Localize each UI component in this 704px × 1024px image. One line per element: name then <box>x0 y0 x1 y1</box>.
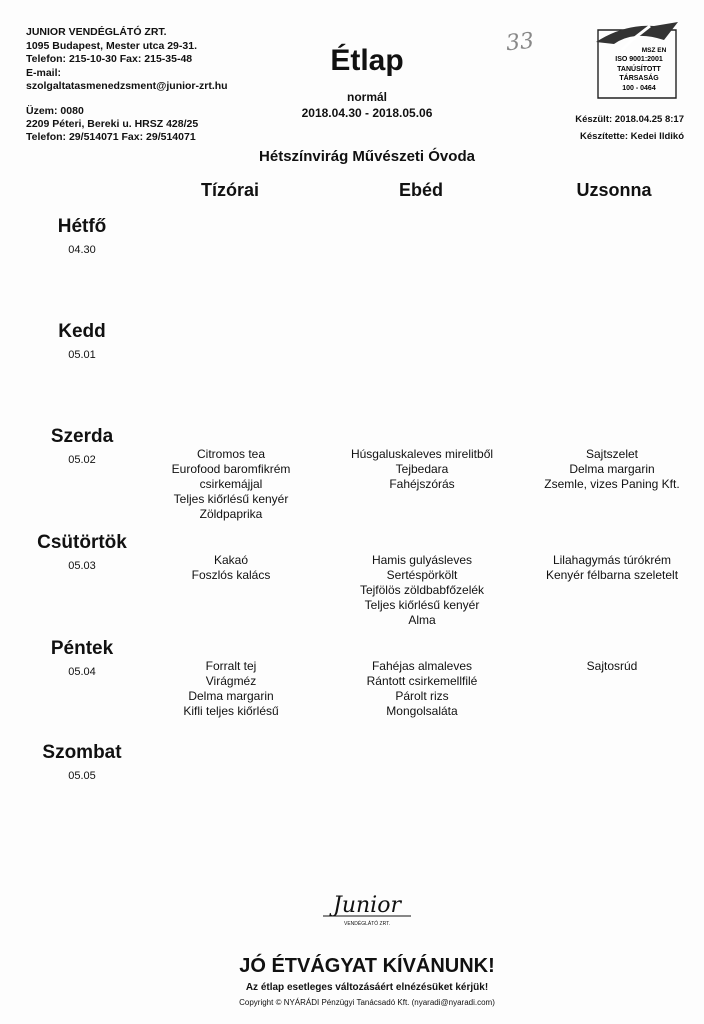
menu-cell-morning <box>126 447 336 522</box>
iso-certification-stamp <box>594 20 680 100</box>
page-title: Étlap <box>330 44 404 77</box>
day-name: Csütörtök <box>37 532 127 553</box>
iso-line2: ISO 9001:2001 <box>615 56 663 63</box>
menu-item: Virágméz <box>205 674 257 688</box>
menu-item: Eurofood baromfikrém <box>171 462 291 476</box>
menu-item: Fahéjas almaleves <box>371 659 473 673</box>
menu-item: Foszlós kalács <box>191 568 271 582</box>
menu-item: Kifli teljes kiőrlésű <box>183 704 279 718</box>
day-label <box>17 321 147 361</box>
column-header-lunch: Ebéd <box>398 180 443 200</box>
day-date: 05.05 <box>68 770 96 782</box>
menu-item: Sajtosrúd <box>586 659 638 673</box>
menu-item: Kakaó <box>213 553 249 567</box>
plant-address: 2209 Péteri, Bereki u. HRSZ 428/25 <box>26 118 199 130</box>
menu-item: Tejbedara <box>395 462 449 476</box>
menu-item: Sertéspörkölt <box>386 568 458 582</box>
day-name: Szombat <box>42 742 122 763</box>
menu-item: Sajtszelet <box>585 447 639 461</box>
plant-id: Üzem: 0080 <box>26 105 84 117</box>
menu-item: Húsgaluskaleves mirelitből <box>350 447 494 461</box>
company-phone: Telefon: 215-10-30 Fax: 215-35-48 <box>26 53 193 65</box>
plant-phone: Telefon: 29/514071 Fax: 29/514071 <box>26 131 196 143</box>
creation-date: Készült: 2018.04.25 8:17 <box>575 114 684 125</box>
company-address: 1095 Budapest, Mester utca 29-31. <box>26 39 197 52</box>
menu-item: Fahéjszórás <box>389 477 455 491</box>
day-name: Kedd <box>58 321 106 342</box>
iso-line1: MSZ EN <box>641 47 667 54</box>
day-date: 05.03 <box>68 560 96 572</box>
menu-cell-afternoon <box>507 447 704 492</box>
menu-item: Forralt tej <box>205 659 257 673</box>
menu-item: Zsemle, vizes Paning Kft. <box>544 477 680 491</box>
menu-period: 2018.04.30 - 2018.05.06 <box>301 106 433 120</box>
company-email-label: E-mail: <box>26 66 62 79</box>
day-date: 05.02 <box>68 454 96 466</box>
institution-name: Hétszínvirág Művészeti Óvoda <box>259 148 475 165</box>
handwritten-note: 33 <box>504 28 536 57</box>
day-name: Szerda <box>50 426 114 447</box>
menu-item: Lilahagymás túrókrém <box>552 553 672 567</box>
copyright: Copyright © NYÁRÁDI Pénzügyi Tanácsadó Kft. (nyaradi@nyaradi.com) <box>239 998 495 1007</box>
menu-item: Delma margarin <box>188 689 274 703</box>
menu-item: Citromos tea <box>196 447 266 461</box>
menu-item: Delma margarin <box>569 462 655 476</box>
menu-cell-morning <box>126 659 336 719</box>
slogan: JÓ ÉTVÁGYAT KÍVÁNUNK! <box>239 955 495 977</box>
company-email: szolgaltatasmenedzsment@junior-zrt.hu <box>26 80 228 92</box>
junior-logo <box>0 888 704 933</box>
menu-cell-lunch <box>317 553 527 628</box>
menu-cell-afternoon <box>507 553 704 583</box>
logo-subtext: VENDÉGLÁTÓ ZRT. <box>343 921 391 927</box>
change-notice: Az étlap esetleges változásáért elnézésüket kérjük! <box>245 982 489 993</box>
menu-item: Teljes kiőrlésű kenyér <box>173 492 289 506</box>
menu-item: Teljes kiőrlésű kenyér <box>364 598 480 612</box>
menu-cell-lunch <box>317 447 527 492</box>
day-name: Hétfő <box>57 216 107 237</box>
column-header-morning-snack: Tízórai <box>200 180 259 200</box>
day-date: 05.01 <box>68 349 96 361</box>
iso-line4: TÁRSASÁG <box>619 75 659 82</box>
menu-item: Rántott csirkemellfilé <box>366 674 478 688</box>
menu-item: Mongolsaláta <box>386 704 458 718</box>
column-header-afternoon-snack: Uzsonna <box>576 180 652 200</box>
menu-cell-afternoon <box>507 659 704 674</box>
day-date: 05.04 <box>68 666 96 678</box>
day-name: Péntek <box>50 638 114 659</box>
day-label <box>17 742 147 782</box>
menu-type: normál <box>346 90 387 104</box>
menu-item: Kenyér félbarna szeletelt <box>545 568 679 582</box>
menu-item: Hamis gulyásleves <box>371 553 473 567</box>
menu-cell-morning <box>126 553 336 583</box>
menu-item: Zöldpaprika <box>199 507 263 521</box>
menu-item: Párolt rizs <box>395 689 449 703</box>
logo-text: Junior <box>333 893 401 918</box>
day-date: 04.30 <box>68 244 96 256</box>
menu-item: Alma <box>408 613 436 627</box>
company-name: JUNIOR VENDÉGLÁTÓ ZRT. <box>26 26 167 38</box>
day-label <box>17 216 147 256</box>
menu-item: csirkemájjal <box>199 477 263 491</box>
menu-cell-lunch <box>317 659 527 719</box>
iso-line5: 100 - 0464 <box>622 85 656 92</box>
creation-author: Készítette: Kedei Ildikó <box>580 131 684 142</box>
junior-logo-mark <box>307 888 427 928</box>
menu-item: Tejfölös zöldbabfőzelék <box>359 583 485 597</box>
creation-info <box>575 111 684 145</box>
iso-line3: TANÚSÍTOTT <box>617 66 661 73</box>
